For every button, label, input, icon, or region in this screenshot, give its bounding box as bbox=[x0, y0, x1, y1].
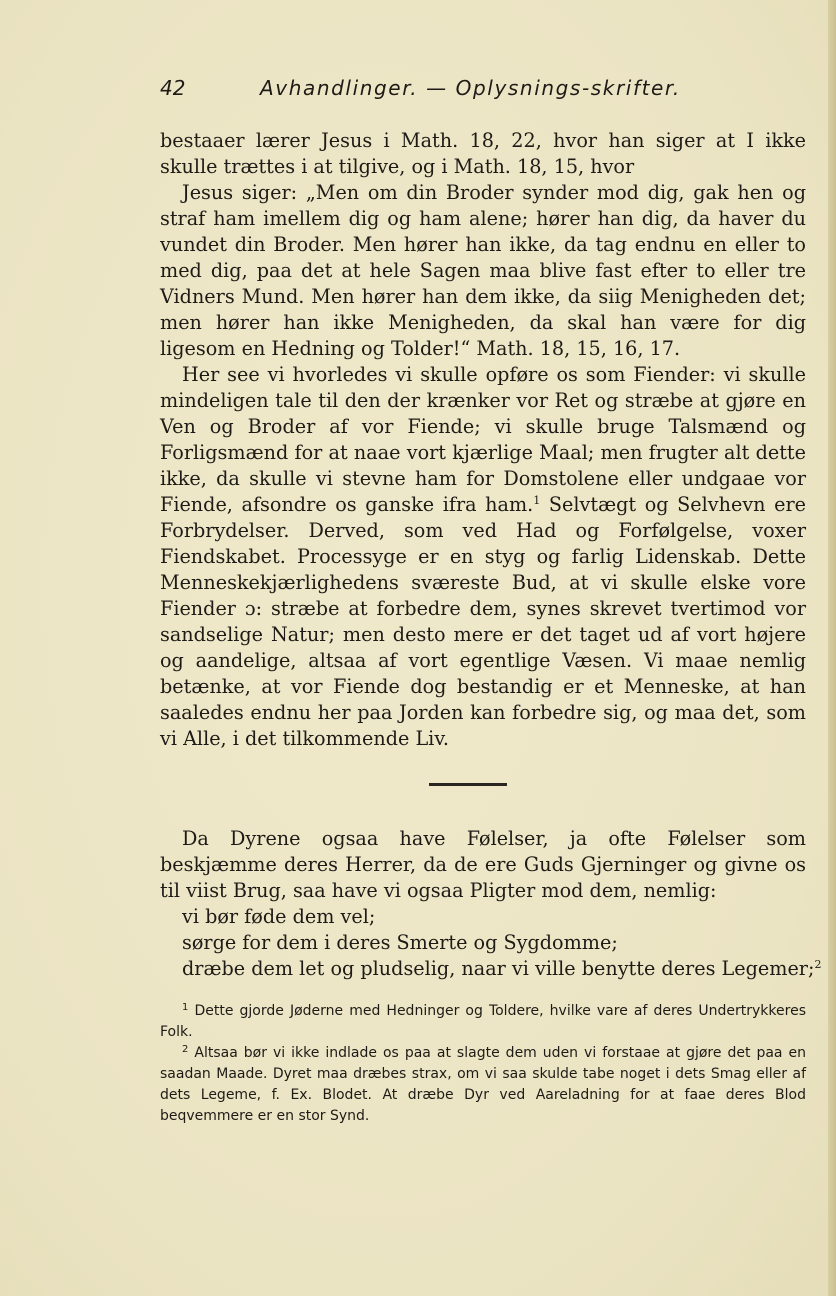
animals-intro: Da Dyrene ogsaa have Følelser, ja ofte Følelser som beskjæmme deres Herrer, da de ere Guds Gjerninger og givne os til viist Brug, saa have vi ogsaa Pligter mod dem, nemlig: bbox=[160, 827, 806, 902]
main-text bbox=[160, 128, 806, 752]
footnote-1-mark: 1 bbox=[182, 1002, 189, 1013]
duty-line-2: sørge for dem i deres Smerte og Sygdomme; bbox=[182, 931, 618, 954]
paragraph-enemies-text-b: Selvtægt og Selvhevn ere Forbrydelser. Derved, som ved Had og Forfølgelse, voxer Fiendskabet. Processyge er en styg og farlig Lidenskab. Dette Menneskekjærlighedens sværeste Bud, at vi skulle elske vore Fiender ɔ: stræbe at forbedre dem, synes skrevet tvertimod vor sandselige Natur; men desto mere er det taget ud af vort højere og aandelige, altsaa af vort egentlige Væsen. Vi maae nemlig betænke, at vor Fiende dog bestandig er et Menneske, at han saaledes endnu her paa Jorden kan forbedre sig, og maa det, som vi Alle, i det tilkommende Liv. bbox=[160, 493, 807, 750]
footnote-1 bbox=[160, 1001, 806, 1043]
footnote-ref-2: 2 bbox=[814, 958, 822, 971]
paragraph-continued: bestaaer lærer Jesus i Math. 18, 22, hvor han siger at I ikke skulle trættes i at tilgive, og i Math. 18, 15, hvor bbox=[160, 129, 806, 178]
duty-line-3 bbox=[160, 956, 822, 982]
running-title: Avhandlinger. — Oplysnings-skrifter. bbox=[260, 76, 681, 100]
paragraph-enemies-text-a: Her see vi hvorledes vi skulle opføre os som Fiender: vi skulle mindeligen tale til den der krænker vor Ret og stræbe at gjøre en Ven og Broder af vor Fiende; vi skulle bruge Talsmænd og Forligsmænd for at naae vort kjærlige Maal; men frugter alt dette ikke, da skulle vi stevne ham for Domstolene eller undgaae vor Fiende, afsondre os ganske ifra ham. bbox=[160, 363, 806, 516]
duty-line-3-text: dræbe dem let og pludselig, naar vi ville benytte deres Legemer; bbox=[182, 957, 815, 980]
paragraph-enemies bbox=[160, 362, 806, 752]
paragraph-quote: Jesus siger: „Men om din Broder synder mod dig, gak hen og straf ham imellem dig og ham alene; hører han dig, da haver du vundet din Broder. Men hører han ikke, da tag endnu en eller to med dig, paa det at hele Sagen maa blive fast efter to eller tre Vidners Mund. Men hører han dem ikke, da siig Menigheden det; men hører han ikke Menigheden, da skal han være for dig ligesom en Hedning og Tolder!“ Math. 18, 15, 16, 17. bbox=[160, 181, 806, 360]
duty-line-1: vi bør føde dem vel; bbox=[182, 905, 376, 928]
animals-section bbox=[160, 826, 822, 982]
footnote-2-mark: 2 bbox=[182, 1044, 189, 1055]
footnote-ref-1: 1 bbox=[533, 494, 541, 507]
footnotes bbox=[160, 1001, 806, 1127]
page-edge bbox=[828, 0, 836, 1296]
page-number: 42 bbox=[160, 76, 186, 100]
section-divider bbox=[429, 783, 507, 786]
footnote-2-text: Altsaa bør vi ikke indlade os paa at slagte dem uden vi forstaae at gjøre det paa en saadan Maade. Dyret maa dræbes strax, om vi saa skulde tabe noget i dets Smag eller af dets Legeme, f. Ex. Blodet. At dræbe Dyr ved Aareladning for at faae deres Blod beqvemmere er en stor Synd. bbox=[160, 1045, 806, 1124]
footnote-2 bbox=[160, 1043, 806, 1127]
footnote-1-text: Dette gjorde Jøderne med Hedninger og Toldere, hvilke vare af deres Undertrykkeres Folk. bbox=[160, 1003, 806, 1040]
page-header bbox=[160, 76, 720, 106]
